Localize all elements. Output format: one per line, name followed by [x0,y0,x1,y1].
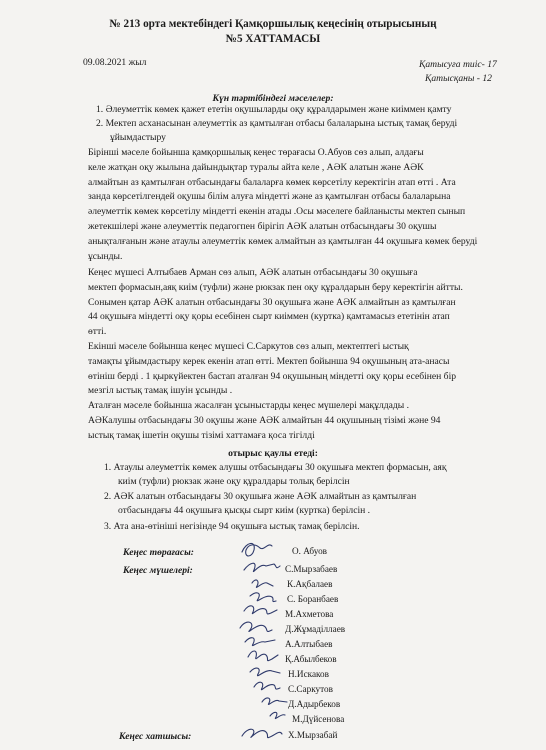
signature-member [244,606,277,614]
paragraph-line: анықталғанын және атаулы әлеуметтік көмек алмайтын аз қамтылған 44 оқушыға көмек беруді [88,235,478,247]
document-date: 09.08.2021 жыл [83,57,147,68]
paragraph-line: Сонымен қатар АӘК алатын отбасындағы 30 оқушыға және АӘК алмайтын аз қамтылған [88,296,456,308]
signature-member [254,682,280,689]
member-name: Д.Адырбеков [288,699,341,709]
paragraph-line: тамақты ұйымдастыру керек екенін атап өтті. Мектеп бойынша 94 оқушының ата-анасы [88,355,450,367]
agenda-item-2: 2. Мектеп асханасынан әлеуметтік аз қамтылған отбасы балаларына ыстық тамақ беруді [96,118,458,129]
signature-member [248,651,278,661]
signature-member [252,580,273,587]
agenda-heading: Күн тәртібіндегі мәселелер: [212,93,334,104]
paragraph-line: 44 оқушыға міндетті оқу қоры есебінен сырт киіммен (куртка) қамтамасыз ететінін атап [88,311,450,323]
paragraph-line: занда көрсетілгендей оқушы білім алуға міндетті және аз қамтылған отбасы балаларына [88,191,451,203]
paragraph-line: Кеңес мүшесі Алтыбаев Арман сөз алып, АӘК алатын отбасындағы 30 оқушыға [88,267,418,278]
member-name: К.Ақбалаев [287,579,333,589]
paragraph-line: Бірінші мәселе бойынша қамқоршылық кеңес төрағасы О.Абуов сөз алып, алдағы [88,147,424,158]
paragraph-line: мектеп формасын,аяқ киім (туфли) және рюкзак пен оқу құралдарын беру керектігін айтты. [88,281,463,293]
attendance-present: Қатысқаны - 12 [425,73,492,84]
secretary-label: Кеңес хатшысы: [119,731,192,742]
paragraph-line: өтініш берді . 1 қыркүйектен бастап аталған 94 оқушының міндетті оқу қоры есебінен бір [88,370,457,382]
paragraph-line: келе жатқан оқу жылына дайындықтар туралы айта келе , АӘК алатын және АӘК [88,161,424,173]
decision-item-1-cont: киім (туфли) рюкзак және оқу құралдары толық берілсін [118,476,350,487]
secretary-name: Х.Мырзабай [288,730,338,740]
document-subtitle: №5 ХАТТАМАСЫ [225,33,321,45]
signature-member [240,622,272,631]
attendance-should: Қатысуға тиіс- 17 [419,59,497,70]
paragraph-line: ыстық тамақ ішетін оқушы тізімі хаттамаға қоса тігілді [88,429,315,441]
signature-chair [242,543,272,556]
member-name: М.Дүйсенова [292,714,345,724]
document-title: № 213 орта мектебіндегі Қамқоршылық кеңесінің отырысының [109,18,437,30]
member-name: С.Мырзабаев [285,564,338,574]
member-name: С.Саркутов [288,684,333,694]
paragraph-line: Аталған мәселе бойынша жасалған ұсыныстарды кеңес мүшелері мақұлдады . [88,400,410,412]
chair-label: Кеңес төрағасы: [123,547,194,558]
signature-member [250,593,276,602]
signature-secretary [242,729,282,737]
member-name: Қ.Абылбеков [285,654,337,664]
agenda-item-2-cont: ұйымдастыру [110,132,166,143]
agenda-item-1: 1. Әлеуметтік көмек қажет ететін оқушыларды оқу құралдарымен және киіммен қамту [96,104,452,115]
paragraph-line: әлеуметтік көмек көрсетілу міндетті екенін атады .Осы мәселеге байланысты мектеп сынып [88,206,466,218]
member-name: Д.Жұмаділлаев [285,624,346,634]
decision-item-3: 3. Ата ана-өтініші негізінде 94 оқушыға ыстық тамақ берілсін. [104,521,360,532]
paragraph-line: алмайтын аз қамтылған отбасындағы балаларға көмек көрсетілу керектігін атап өтті . Ата [88,176,456,188]
decision-item-1: 1. Атаулы әлеуметтік көмек алушы отбасындағы 30 оқушыға мектеп формасын, аяқ [104,462,447,473]
members-label: Кеңес мүшелері: [123,565,193,576]
signature-member [244,563,280,571]
decision-item-2-cont: отбасындағы 44 оқушыға қысқы сырт киім (куртка) берілсін . [118,505,371,516]
paragraph-line: жетекшілері және әлеуметтік педагогпен бірігіп АӘК алатын отбасындағы 30 оқушы [88,220,437,232]
signature-member [250,668,280,676]
decision-heading: отырыс қаулы етеді: [228,448,318,459]
member-name: С. Боранбаев [287,594,339,604]
paragraph-line: мезгіл ыстық тамақ ішуін ұсынды . [88,385,233,397]
paragraph-line: ұсынды. [88,250,123,262]
signature-member [262,698,287,704]
chair-name: О. Абуов [292,546,328,556]
paragraph-line: АӘКалушы отбасындағы 30 оқушы және АӘК алмайтын 44 оқушының тізімі және 94 [88,414,441,426]
paragraph-line: Екінші мәселе бойынша кеңес мүшесі С.Саркутов сөз алып, мектептегі ыстық [88,341,409,352]
member-name: А.Алтыбаев [285,639,333,649]
decision-item-2: 2. АӘК алатын отбасындағы 30 оқушыға және АӘК алмайтын аз қамтылған [104,491,417,502]
signature-member [270,712,285,718]
signature-member [245,638,275,646]
member-name: Н.Искаков [288,669,329,679]
member-name: М.Ахметова [285,609,334,619]
paragraph-line: өтті. [88,326,107,338]
